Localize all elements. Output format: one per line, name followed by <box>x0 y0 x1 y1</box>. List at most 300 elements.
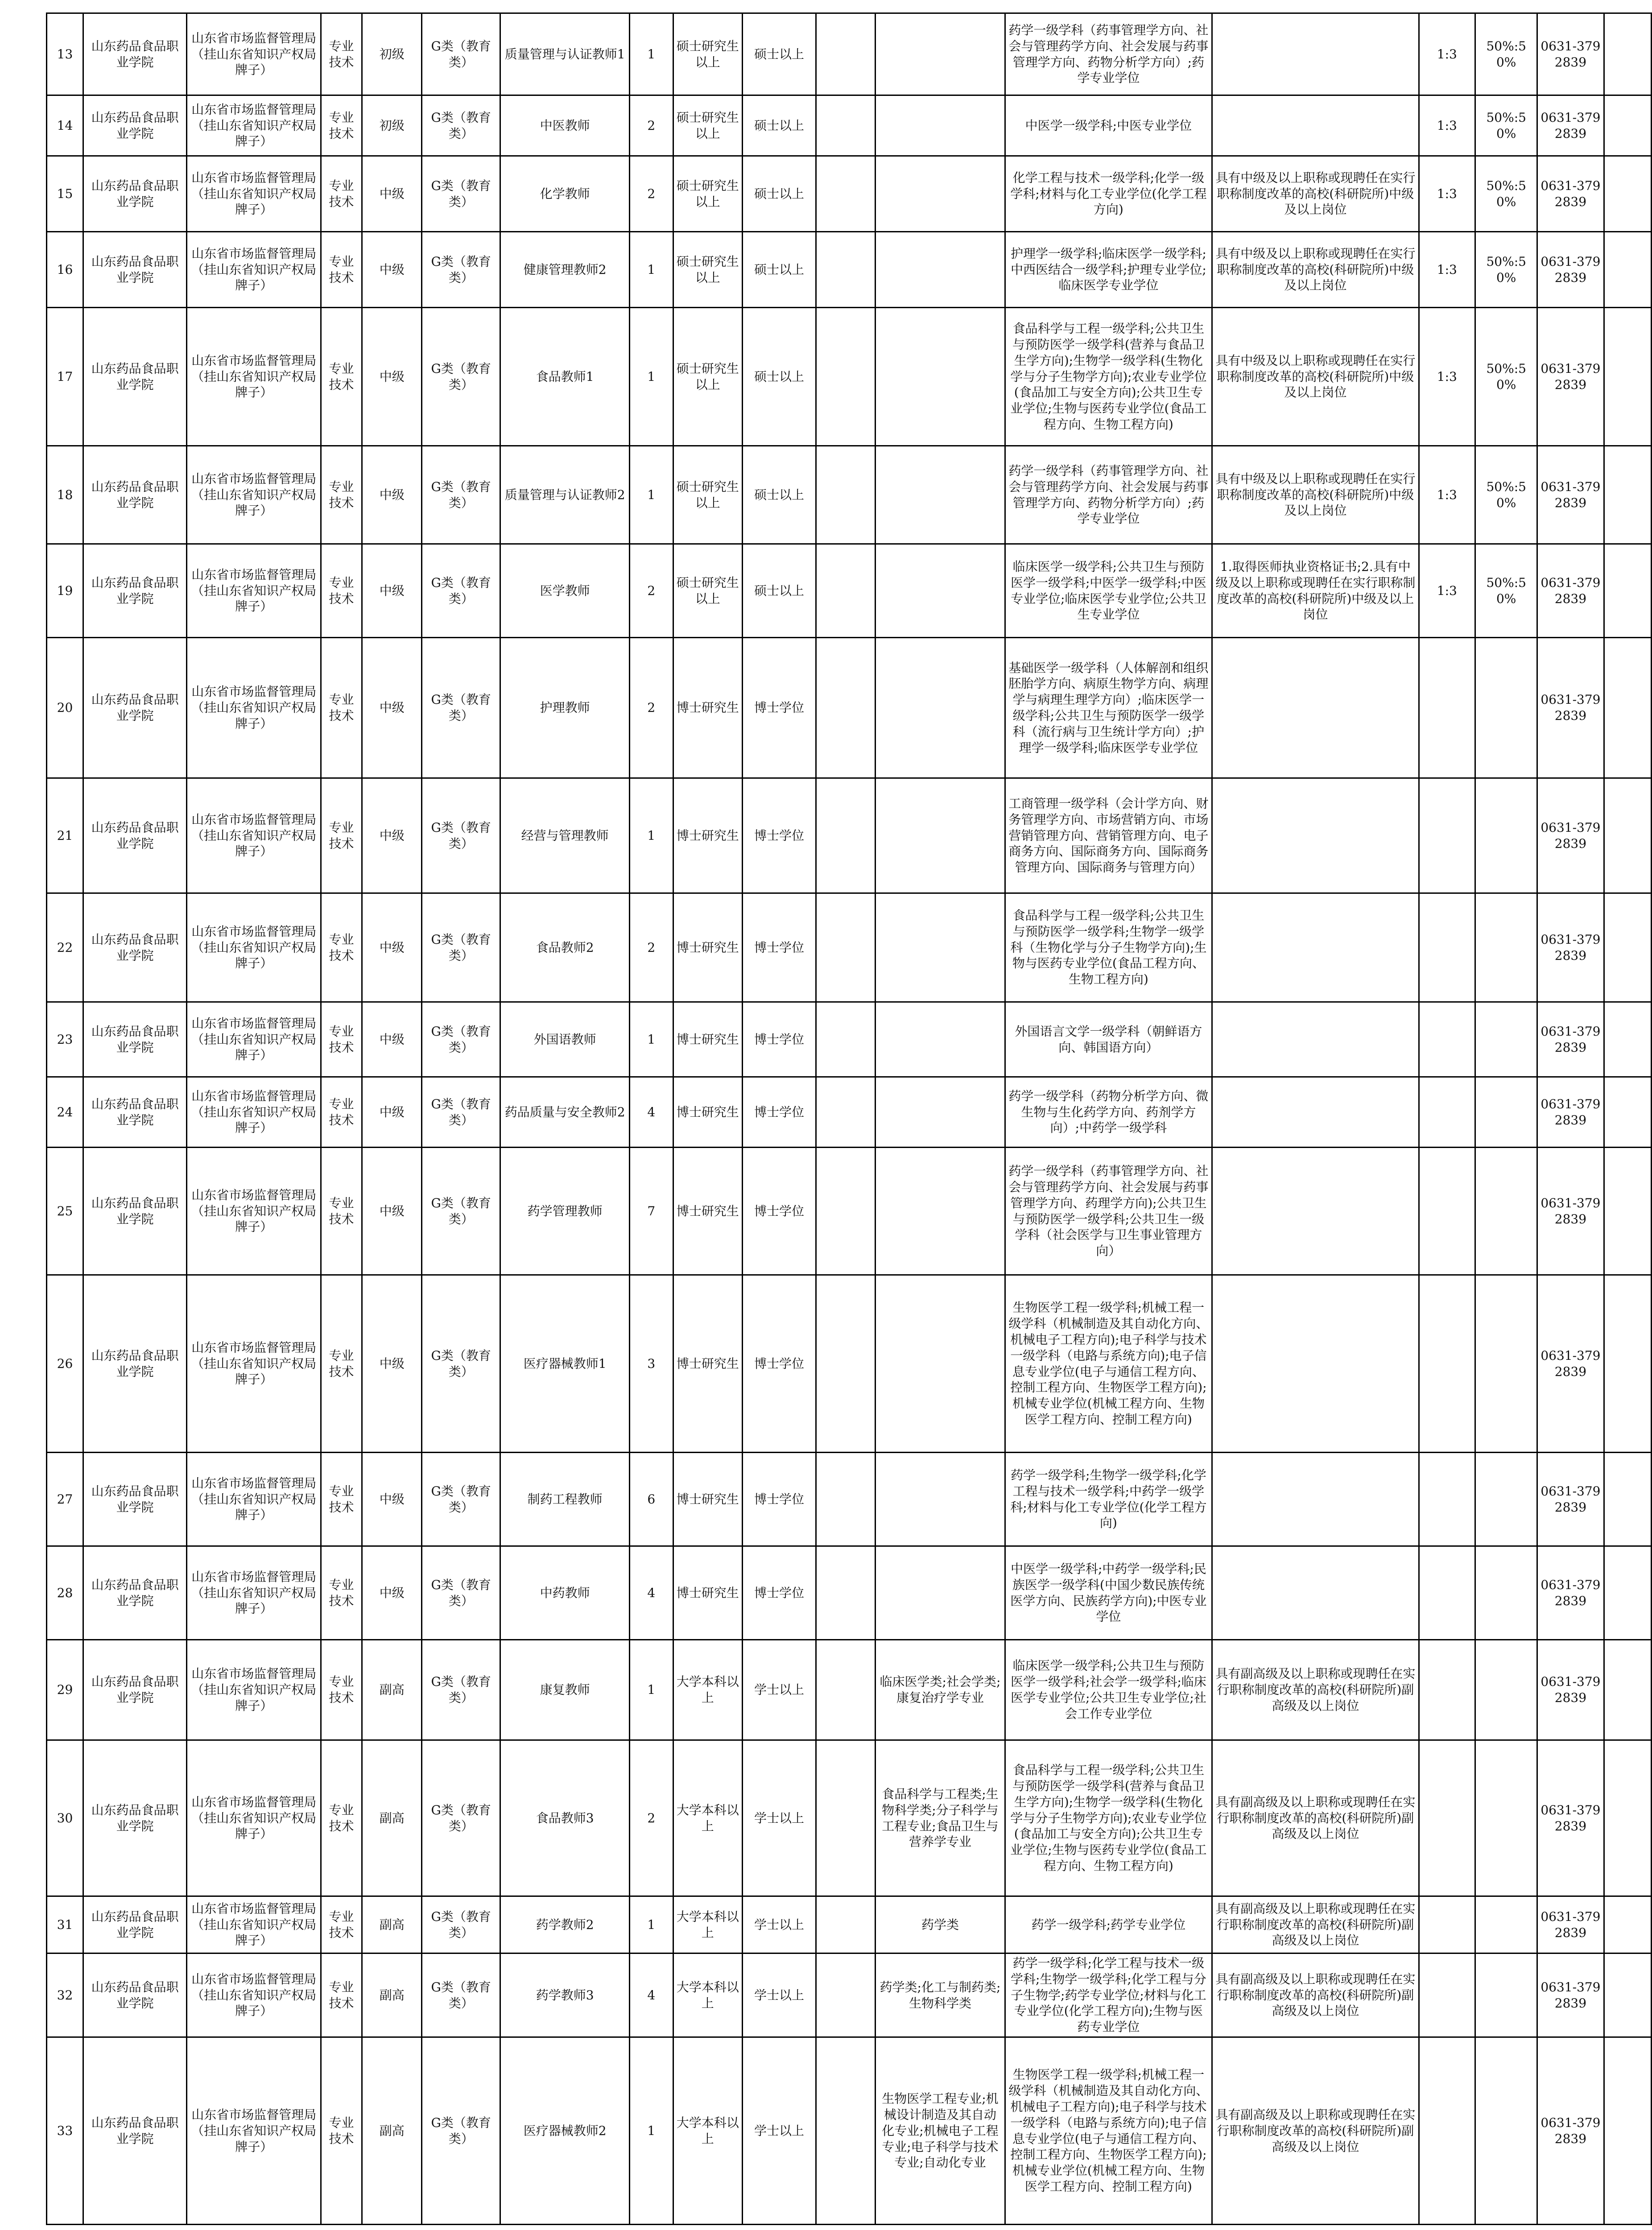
cell-post-type: G类（教育类） <box>422 1953 500 2037</box>
cell-post-name: 质量管理与认证教师2 <box>500 446 630 544</box>
cell-education: 大学本科以上 <box>673 1740 742 1896</box>
cell-remarks <box>1604 1148 1651 1275</box>
cell-other-conditions <box>1212 1546 1419 1640</box>
cell-major-graduate: 临床医学一级学科;公共卫生与预防医学一级学科;社会学一级学科;临床医学专业学位;公共卫生专业学位;社会工作专业学位 <box>1005 1640 1212 1740</box>
cell-major-graduate: 食品科学与工程一级学科;公共卫生与预防医学一级学科;生物学一级学科（生物化学与分子生物学方向);生物与医药专业学位(食品工程方向、生物工程方向) <box>1005 893 1212 1002</box>
table-row <box>47 544 1652 638</box>
cell-major-undergrad: 食品科学与工程类;生物科学类;分子科学与工程专业;食品卫生与营养学专业 <box>876 1740 1005 1896</box>
cell-score-weight <box>1475 778 1537 893</box>
cell-remarks <box>1604 2037 1651 2225</box>
cell-hire-count: 1 <box>630 1640 673 1740</box>
cell-remarks <box>1604 156 1651 232</box>
cell-post-category: 专业技术 <box>321 2037 362 2225</box>
cell-remarks <box>1604 232 1651 308</box>
cell-major-undergrad <box>876 156 1005 232</box>
cell-unit-name: 山东药品食品职业学院 <box>83 1896 187 1953</box>
cell-row-number: 31 <box>47 1896 83 1953</box>
cell-post-name: 药品质量与安全教师2 <box>500 1077 630 1148</box>
cell-other-conditions <box>1212 1275 1419 1453</box>
cell-unit-name: 山东药品食品职业学院 <box>83 446 187 544</box>
cell-other-conditions: 具有副高级及以上职称或现聘任在实行职称制度改革的高校(科研院所)副高级及以上岗位 <box>1212 1640 1419 1740</box>
cell-exam-ratio <box>1419 1896 1475 1953</box>
cell-degree: 硕士以上 <box>742 13 816 95</box>
cell-row-number: 22 <box>47 893 83 1002</box>
cell-exam-ratio <box>1419 1953 1475 2037</box>
cell-hire-count: 2 <box>630 893 673 1002</box>
cell-exam-ratio <box>1419 778 1475 893</box>
cell-row-number: 26 <box>47 1275 83 1453</box>
cell-post-type: G类（教育类） <box>422 544 500 638</box>
cell-post-level: 副高 <box>362 1953 422 2037</box>
cell-unit-name: 山东药品食品职业学院 <box>83 156 187 232</box>
cell-row-number: 24 <box>47 1077 83 1148</box>
cell-hire-count: 4 <box>630 1077 673 1148</box>
cell-major-college <box>816 1002 876 1077</box>
cell-post-level: 中级 <box>362 638 422 778</box>
cell-major-undergrad <box>876 1453 1005 1546</box>
cell-post-level: 中级 <box>362 232 422 308</box>
cell-score-weight <box>1475 2037 1537 2225</box>
cell-score-weight <box>1475 893 1537 1002</box>
cell-row-number: 28 <box>47 1546 83 1640</box>
cell-hire-count: 2 <box>630 544 673 638</box>
cell-score-weight: 50%:50% <box>1475 232 1537 308</box>
cell-unit-name: 山东药品食品职业学院 <box>83 1640 187 1740</box>
cell-score-weight <box>1475 1896 1537 1953</box>
cell-major-college <box>816 1740 876 1896</box>
cell-post-type: G类（教育类） <box>422 2037 500 2225</box>
cell-row-number: 20 <box>47 638 83 778</box>
cell-department: 山东省市场监督管理局（挂山东省知识产权局牌子） <box>187 638 321 778</box>
cell-remarks <box>1604 1953 1651 2037</box>
cell-post-level: 副高 <box>362 1740 422 1896</box>
cell-department: 山东省市场监督管理局（挂山东省知识产权局牌子） <box>187 1077 321 1148</box>
cell-major-graduate: 药学一级学科（药事管理学方向、社会与管理药学方向、社会发展与药事管理学方向、药理学方向);公共卫生与预防医学一级学科;公共卫生一级学科（社会医学与卫生事业管理方向） <box>1005 1148 1212 1275</box>
table-row <box>47 1740 1652 1896</box>
cell-hire-count: 3 <box>630 1275 673 1453</box>
cell-post-level: 中级 <box>362 1148 422 1275</box>
cell-major-college <box>816 13 876 95</box>
cell-major-undergrad: 生物医学工程专业;机械设计制造及其自动化专业;机械电子工程专业;电子科学与技术专业;自动化专业 <box>876 2037 1005 2225</box>
cell-major-undergrad <box>876 232 1005 308</box>
cell-department: 山东省市场监督管理局（挂山东省知识产权局牌子） <box>187 1640 321 1740</box>
table-row <box>47 1640 1652 1740</box>
cell-post-type: G类（教育类） <box>422 308 500 446</box>
cell-post-level: 中级 <box>362 778 422 893</box>
cell-exam-ratio: 1:3 <box>1419 446 1475 544</box>
cell-post-level: 中级 <box>362 544 422 638</box>
cell-major-college <box>816 2037 876 2225</box>
cell-degree: 硕士以上 <box>742 544 816 638</box>
cell-major-college <box>816 778 876 893</box>
cell-education: 博士研究生 <box>673 1002 742 1077</box>
cell-row-number: 29 <box>47 1640 83 1740</box>
cell-post-category: 专业技术 <box>321 1640 362 1740</box>
cell-hire-count: 2 <box>630 156 673 232</box>
cell-major-college <box>816 1953 876 2037</box>
cell-post-level: 中级 <box>362 308 422 446</box>
cell-major-graduate: 临床医学一级学科;公共卫生与预防医学一级学科;中医学一级学科;中医专业学位;临床医学专业学位;公共卫生专业学位 <box>1005 544 1212 638</box>
cell-unit-name: 山东药品食品职业学院 <box>83 13 187 95</box>
cell-post-name: 药学管理教师 <box>500 1148 630 1275</box>
cell-exam-ratio <box>1419 1002 1475 1077</box>
cell-degree: 硕士以上 <box>742 308 816 446</box>
cell-contact-phone: 0631-3792839 <box>1537 95 1604 156</box>
cell-degree: 博士学位 <box>742 1453 816 1546</box>
cell-other-conditions: 具有副高级及以上职称或现聘任在实行职称制度改革的高校(科研院所)副高级及以上岗位 <box>1212 2037 1419 2225</box>
cell-degree: 硕士以上 <box>742 232 816 308</box>
cell-post-level: 初级 <box>362 95 422 156</box>
cell-hire-count: 1 <box>630 308 673 446</box>
cell-contact-phone: 0631-3792839 <box>1537 1740 1604 1896</box>
table-row <box>47 232 1652 308</box>
cell-post-type: G类（教育类） <box>422 893 500 1002</box>
cell-major-college <box>816 156 876 232</box>
cell-degree: 博士学位 <box>742 1148 816 1275</box>
cell-remarks <box>1604 1896 1651 1953</box>
cell-major-college <box>816 446 876 544</box>
table-row <box>47 1896 1652 1953</box>
cell-degree: 博士学位 <box>742 893 816 1002</box>
cell-post-name: 质量管理与认证教师1 <box>500 13 630 95</box>
cell-education: 大学本科以上 <box>673 1896 742 1953</box>
cell-degree: 学士以上 <box>742 2037 816 2225</box>
table-row <box>47 1002 1652 1077</box>
cell-remarks <box>1604 446 1651 544</box>
cell-post-name: 食品教师3 <box>500 1740 630 1896</box>
cell-post-category: 专业技术 <box>321 1275 362 1453</box>
cell-major-college <box>816 1640 876 1740</box>
cell-score-weight <box>1475 1148 1537 1275</box>
cell-department: 山东省市场监督管理局（挂山东省知识产权局牌子） <box>187 544 321 638</box>
cell-degree: 博士学位 <box>742 638 816 778</box>
cell-exam-ratio <box>1419 1275 1475 1453</box>
cell-other-conditions <box>1212 1453 1419 1546</box>
cell-other-conditions <box>1212 13 1419 95</box>
table-row <box>47 1077 1652 1148</box>
cell-post-category: 专业技术 <box>321 1002 362 1077</box>
cell-department: 山东省市场监督管理局（挂山东省知识产权局牌子） <box>187 232 321 308</box>
cell-major-graduate: 基础医学一级学科（人体解剖和组织胚胎学方向、病原生物学方向、病理学与病理生理学方向）;临床医学一级学科;公共卫生与预防医学一级学科（流行病与卫生统计学方向）;护理学一级学科;临床医学专业学位 <box>1005 638 1212 778</box>
cell-contact-phone: 0631-3792839 <box>1537 1077 1604 1148</box>
cell-remarks <box>1604 893 1651 1002</box>
cell-post-level: 副高 <box>362 2037 422 2225</box>
cell-major-college <box>816 232 876 308</box>
table-row <box>47 13 1652 95</box>
cell-education: 博士研究生 <box>673 1546 742 1640</box>
cell-post-level: 中级 <box>362 1002 422 1077</box>
cell-exam-ratio <box>1419 1546 1475 1640</box>
cell-post-level: 中级 <box>362 1275 422 1453</box>
cell-remarks <box>1604 95 1651 156</box>
cell-post-type: G类（教育类） <box>422 1740 500 1896</box>
table-body <box>47 13 1652 2225</box>
cell-post-type: G类（教育类） <box>422 1002 500 1077</box>
cell-education: 博士研究生 <box>673 778 742 893</box>
cell-education: 大学本科以上 <box>673 1640 742 1740</box>
cell-post-level: 中级 <box>362 1546 422 1640</box>
cell-education: 大学本科以上 <box>673 1953 742 2037</box>
cell-post-type: G类（教育类） <box>422 1077 500 1148</box>
cell-post-name: 医疗器械教师2 <box>500 2037 630 2225</box>
cell-hire-count: 1 <box>630 446 673 544</box>
cell-degree: 硕士以上 <box>742 156 816 232</box>
cell-post-type: G类（教育类） <box>422 232 500 308</box>
cell-major-graduate: 护理学一级学科;临床医学一级学科;中西医结合一级学科;护理专业学位;临床医学专业学位 <box>1005 232 1212 308</box>
cell-major-graduate: 中医学一级学科;中医专业学位 <box>1005 95 1212 156</box>
cell-remarks <box>1604 1546 1651 1640</box>
cell-exam-ratio <box>1419 1453 1475 1546</box>
cell-unit-name: 山东药品食品职业学院 <box>83 1953 187 2037</box>
cell-remarks <box>1604 1002 1651 1077</box>
cell-contact-phone: 0631-3792839 <box>1537 544 1604 638</box>
cell-post-level: 中级 <box>362 446 422 544</box>
cell-remarks <box>1604 13 1651 95</box>
table-row <box>47 308 1652 446</box>
cell-row-number: 30 <box>47 1740 83 1896</box>
cell-unit-name: 山东药品食品职业学院 <box>83 1453 187 1546</box>
cell-major-graduate: 食品科学与工程一级学科;公共卫生与预防医学一级学科(营养与食品卫生学方向);生物学一级学科(生物化学与分子生物学方向);农业专业学位(食品加工与安全方向);公共卫生专业学位;生物与医药专业学位(食品工程方向、生物工程方向) <box>1005 1740 1212 1896</box>
cell-post-type: G类（教育类） <box>422 156 500 232</box>
cell-education: 大学本科以上 <box>673 2037 742 2225</box>
cell-contact-phone: 0631-3792839 <box>1537 13 1604 95</box>
cell-unit-name: 山东药品食品职业学院 <box>83 544 187 638</box>
cell-major-graduate: 化学工程与技术一级学科;化学一级学科;材料与化工专业学位(化学工程方向) <box>1005 156 1212 232</box>
cell-department: 山东省市场监督管理局（挂山东省知识产权局牌子） <box>187 2037 321 2225</box>
cell-department: 山东省市场监督管理局（挂山东省知识产权局牌子） <box>187 308 321 446</box>
cell-post-name: 经营与管理教师 <box>500 778 630 893</box>
cell-other-conditions <box>1212 1002 1419 1077</box>
cell-post-category: 专业技术 <box>321 1453 362 1546</box>
cell-unit-name: 山东药品食品职业学院 <box>83 638 187 778</box>
table-row <box>47 778 1652 893</box>
cell-row-number: 14 <box>47 95 83 156</box>
cell-major-college <box>816 1453 876 1546</box>
cell-major-college <box>816 893 876 1002</box>
cell-contact-phone: 0631-3792839 <box>1537 446 1604 544</box>
cell-row-number: 25 <box>47 1148 83 1275</box>
cell-post-name: 食品教师1 <box>500 308 630 446</box>
cell-other-conditions: 1.取得医师执业资格证书;2.具有中级及以上职称或现聘任在实行职称制度改革的高校(科研院所)中级及以上岗位 <box>1212 544 1419 638</box>
cell-post-category: 专业技术 <box>321 1896 362 1953</box>
cell-row-number: 18 <box>47 446 83 544</box>
cell-hire-count: 1 <box>630 2037 673 2225</box>
cell-major-undergrad <box>876 1148 1005 1275</box>
cell-department: 山东省市场监督管理局（挂山东省知识产权局牌子） <box>187 1275 321 1453</box>
cell-post-type: G类（教育类） <box>422 13 500 95</box>
cell-exam-ratio: 1:3 <box>1419 232 1475 308</box>
cell-score-weight <box>1475 638 1537 778</box>
cell-contact-phone: 0631-3792839 <box>1537 1148 1604 1275</box>
cell-education: 硕士研究生以上 <box>673 13 742 95</box>
cell-education: 硕士研究生以上 <box>673 308 742 446</box>
cell-contact-phone: 0631-3792839 <box>1537 893 1604 1002</box>
cell-unit-name: 山东药品食品职业学院 <box>83 1740 187 1896</box>
cell-department: 山东省市场监督管理局（挂山东省知识产权局牌子） <box>187 1953 321 2037</box>
cell-major-undergrad <box>876 95 1005 156</box>
cell-major-graduate: 药学一级学科;生物学一级学科;化学工程与技术一级学科;中药学一级学科;材料与化工专业学位(化学工程方向) <box>1005 1453 1212 1546</box>
cell-contact-phone: 0631-3792839 <box>1537 232 1604 308</box>
cell-post-category: 专业技术 <box>321 446 362 544</box>
cell-unit-name: 山东药品食品职业学院 <box>83 1148 187 1275</box>
cell-score-weight: 50%:50% <box>1475 95 1537 156</box>
cell-contact-phone: 0631-3792839 <box>1537 1275 1604 1453</box>
cell-education: 博士研究生 <box>673 638 742 778</box>
cell-exam-ratio: 1:3 <box>1419 544 1475 638</box>
cell-other-conditions <box>1212 778 1419 893</box>
cell-exam-ratio <box>1419 1077 1475 1148</box>
cell-major-college <box>816 1077 876 1148</box>
cell-post-name: 药学教师3 <box>500 1953 630 2037</box>
cell-major-college <box>816 1896 876 1953</box>
cell-major-college <box>816 1546 876 1640</box>
cell-other-conditions: 具有中级及以上职称或现聘任在实行职称制度改革的高校(科研院所)中级及以上岗位 <box>1212 156 1419 232</box>
cell-department: 山东省市场监督管理局（挂山东省知识产权局牌子） <box>187 1453 321 1546</box>
cell-row-number: 27 <box>47 1453 83 1546</box>
cell-score-weight: 50%:50% <box>1475 156 1537 232</box>
cell-score-weight: 50%:50% <box>1475 308 1537 446</box>
cell-other-conditions: 具有中级及以上职称或现聘任在实行职称制度改革的高校(科研院所)中级及以上岗位 <box>1212 308 1419 446</box>
cell-post-level: 中级 <box>362 156 422 232</box>
cell-education: 博士研究生 <box>673 893 742 1002</box>
cell-department: 山东省市场监督管理局（挂山东省知识产权局牌子） <box>187 893 321 1002</box>
cell-post-category: 专业技术 <box>321 1740 362 1896</box>
cell-post-level: 副高 <box>362 1640 422 1740</box>
cell-remarks <box>1604 778 1651 893</box>
cell-post-name: 化学教师 <box>500 156 630 232</box>
cell-degree: 博士学位 <box>742 1002 816 1077</box>
cell-unit-name: 山东药品食品职业学院 <box>83 893 187 1002</box>
cell-other-conditions <box>1212 1077 1419 1148</box>
cell-post-category: 专业技术 <box>321 1077 362 1148</box>
cell-degree: 博士学位 <box>742 1275 816 1453</box>
cell-department: 山东省市场监督管理局（挂山东省知识产权局牌子） <box>187 13 321 95</box>
recruitment-table <box>46 12 1652 2225</box>
cell-post-name: 健康管理教师2 <box>500 232 630 308</box>
cell-hire-count: 1 <box>630 13 673 95</box>
cell-department: 山东省市场监督管理局（挂山东省知识产权局牌子） <box>187 1148 321 1275</box>
cell-row-number: 13 <box>47 13 83 95</box>
cell-remarks <box>1604 1077 1651 1148</box>
table-row <box>47 1275 1652 1453</box>
cell-major-college <box>816 1148 876 1275</box>
cell-post-type: G类（教育类） <box>422 1453 500 1546</box>
cell-major-undergrad <box>876 446 1005 544</box>
cell-degree: 学士以上 <box>742 1953 816 2037</box>
cell-other-conditions: 具有副高级及以上职称或现聘任在实行职称制度改革的高校(科研院所)副高级及以上岗位 <box>1212 1953 1419 2037</box>
cell-post-category: 专业技术 <box>321 544 362 638</box>
cell-contact-phone: 0631-3792839 <box>1537 1640 1604 1740</box>
cell-post-level: 初级 <box>362 13 422 95</box>
cell-education: 硕士研究生以上 <box>673 156 742 232</box>
cell-degree: 硕士以上 <box>742 446 816 544</box>
cell-other-conditions <box>1212 638 1419 778</box>
cell-post-name: 制药工程教师 <box>500 1453 630 1546</box>
cell-major-undergrad <box>876 1077 1005 1148</box>
cell-post-level: 中级 <box>362 1453 422 1546</box>
cell-exam-ratio <box>1419 638 1475 778</box>
cell-unit-name: 山东药品食品职业学院 <box>83 1077 187 1148</box>
cell-unit-name: 山东药品食品职业学院 <box>83 2037 187 2225</box>
cell-major-graduate: 生物医学工程一级学科;机械工程一级学科（机械制造及其自动化方向、机械电子工程方向);电子科学与技术一级学科（电路与系统方向);电子信息专业学位(电子与通信工程方向、控制工程方向、生物医学工程方向);机械专业学位(机械工程方向、生物医学工程方向、控制工程方向) <box>1005 2037 1212 2225</box>
cell-major-undergrad <box>876 1002 1005 1077</box>
cell-major-undergrad <box>876 638 1005 778</box>
cell-hire-count: 1 <box>630 778 673 893</box>
cell-hire-count: 1 <box>630 232 673 308</box>
cell-contact-phone: 0631-3792839 <box>1537 1546 1604 1640</box>
cell-post-name: 药学教师2 <box>500 1896 630 1953</box>
cell-hire-count: 1 <box>630 1896 673 1953</box>
cell-hire-count: 2 <box>630 95 673 156</box>
cell-row-number: 19 <box>47 544 83 638</box>
cell-score-weight: 50%:50% <box>1475 544 1537 638</box>
cell-post-level: 中级 <box>362 1077 422 1148</box>
cell-post-name: 外国语教师 <box>500 1002 630 1077</box>
cell-post-category: 专业技术 <box>321 156 362 232</box>
cell-department: 山东省市场监督管理局（挂山东省知识产权局牌子） <box>187 95 321 156</box>
cell-unit-name: 山东药品食品职业学院 <box>83 232 187 308</box>
cell-exam-ratio: 1:3 <box>1419 95 1475 156</box>
table-row <box>47 1953 1652 2037</box>
cell-post-name: 中医教师 <box>500 95 630 156</box>
cell-post-category: 专业技术 <box>321 638 362 778</box>
cell-score-weight <box>1475 1002 1537 1077</box>
cell-major-graduate: 生物医学工程一级学科;机械工程一级学科（机械制造及其自动化方向、机械电子工程方向);电子科学与技术一级学科（电路与系统方向);电子信息专业学位(电子与通信工程方向、控制工程方向、生物医学工程方向);机械专业学位(机械工程方向、生物医学工程方向、控制工程方向) <box>1005 1275 1212 1453</box>
cell-score-weight <box>1475 1275 1537 1453</box>
cell-department: 山东省市场监督管理局（挂山东省知识产权局牌子） <box>187 446 321 544</box>
cell-hire-count: 1 <box>630 1002 673 1077</box>
table-row <box>47 638 1652 778</box>
cell-other-conditions <box>1212 95 1419 156</box>
cell-unit-name: 山东药品食品职业学院 <box>83 308 187 446</box>
cell-education: 硕士研究生以上 <box>673 446 742 544</box>
cell-post-category: 专业技术 <box>321 308 362 446</box>
cell-exam-ratio <box>1419 2037 1475 2225</box>
cell-education: 博士研究生 <box>673 1077 742 1148</box>
cell-contact-phone: 0631-3792839 <box>1537 1002 1604 1077</box>
cell-major-graduate: 药学一级学科（药事管理学方向、社会与管理药学方向、社会发展与药事管理学方向、药物分析学方向）;药学专业学位 <box>1005 13 1212 95</box>
cell-major-college <box>816 1275 876 1453</box>
table-row <box>47 893 1652 1002</box>
table-row <box>47 1453 1652 1546</box>
cell-post-name: 护理教师 <box>500 638 630 778</box>
cell-remarks <box>1604 1453 1651 1546</box>
cell-major-undergrad: 药学类;化工与制药类;生物科学类 <box>876 1953 1005 2037</box>
cell-row-number: 21 <box>47 778 83 893</box>
cell-hire-count: 2 <box>630 1740 673 1896</box>
cell-other-conditions: 具有中级及以上职称或现聘任在实行职称制度改革的高校(科研院所)中级及以上岗位 <box>1212 446 1419 544</box>
cell-post-category: 专业技术 <box>321 95 362 156</box>
table-row <box>47 1148 1652 1275</box>
cell-contact-phone: 0631-3792839 <box>1537 2037 1604 2225</box>
cell-post-type: G类（教育类） <box>422 1896 500 1953</box>
cell-contact-phone: 0631-3792839 <box>1537 156 1604 232</box>
cell-major-undergrad <box>876 1546 1005 1640</box>
cell-major-undergrad <box>876 893 1005 1002</box>
cell-unit-name: 山东药品食品职业学院 <box>83 1002 187 1077</box>
cell-exam-ratio: 1:3 <box>1419 308 1475 446</box>
cell-score-weight <box>1475 1453 1537 1546</box>
cell-major-graduate: 工商管理一级学科（会计学方向、财务管理学方向、市场营销方向、市场营销管理方向、营销管理方向、电子商务方向、国际商务方向、国际商务管理方向、国际商务与管理方向） <box>1005 778 1212 893</box>
cell-post-category: 专业技术 <box>321 13 362 95</box>
cell-unit-name: 山东药品食品职业学院 <box>83 1275 187 1453</box>
table-row <box>47 446 1652 544</box>
cell-exam-ratio <box>1419 1740 1475 1896</box>
cell-score-weight <box>1475 1546 1537 1640</box>
cell-remarks <box>1604 1275 1651 1453</box>
cell-degree: 硕士以上 <box>742 95 816 156</box>
table-row <box>47 1546 1652 1640</box>
